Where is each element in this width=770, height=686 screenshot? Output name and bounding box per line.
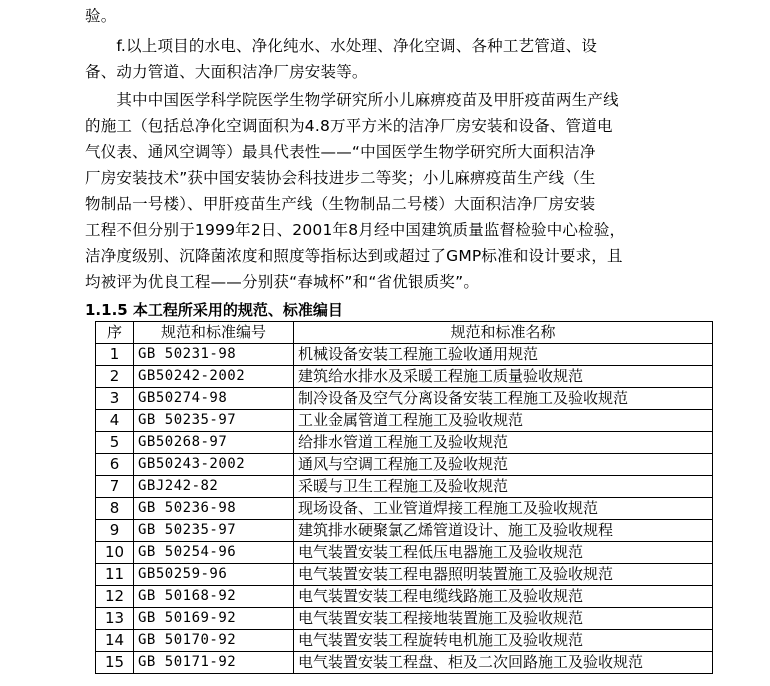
header-code: 规范和标准编号 [134,322,294,344]
row-code: GB50243-2002 [134,454,294,476]
paragraph-line: 备、动力管道、大面积洁净厂房安装等。 [85,63,368,81]
table-row [96,432,713,454]
table-row [96,564,713,586]
row-name: 机械设备安装工程施工验收通用规范 [294,344,713,366]
row-name: 建筑给水排水及采暖工程施工质量验收规范 [294,366,713,388]
row-code: GB 50169-92 [134,608,294,630]
row-code: GB 50254-96 [134,542,294,564]
table-row [96,652,713,674]
row-code: GB 50171-92 [134,652,294,674]
table-row [96,498,713,520]
table-row [96,586,713,608]
row-name: 电气装置安装工程接地装置施工及验收规范 [294,608,713,630]
header-name: 规范和标准名称 [294,322,713,344]
row-number: 14 [96,630,134,652]
row-number: 15 [96,652,134,674]
row-code: GB 50231-98 [134,344,294,366]
row-code: GB50268-97 [134,432,294,454]
table-row [96,476,713,498]
table-row [96,388,713,410]
table-row [96,608,713,630]
row-code: GB 50235-97 [134,520,294,542]
row-number: 9 [96,520,134,542]
row-name: 电气装置安装工程电缆线路施工及验收规范 [294,586,713,608]
row-code: GB50274-98 [134,388,294,410]
row-number: 12 [96,586,134,608]
paragraph-line: 其中中国医学科学院医学生物学研究所小儿麻痹疫苗及甲肝疫苗两生产线 [85,91,619,109]
row-number: 8 [96,498,134,520]
row-number: 6 [96,454,134,476]
row-name: 电气装置安装工程旋转电机施工及验收规范 [294,630,713,652]
paragraph-line: 工程不但分别于1999年2日、2001年8月经中国建筑质量监督检验中心检验， [85,221,626,239]
row-number: 11 [96,564,134,586]
row-name: 现场设备、工业管道焊接工程施工及验收规范 [294,498,713,520]
row-code: GB 50235-97 [134,410,294,432]
row-number: 5 [96,432,134,454]
paragraph-line: 物制品一号楼）、甲肝疫苗生产线（生物制品二号楼）大面积洁净厂房安装 [85,195,596,213]
row-name: 工业金属管道工程施工及验收规范 [294,410,713,432]
row-name: 电气装置安装工程电器照明装置施工及验收规范 [294,564,713,586]
row-name: 建筑排水硬聚氯乙烯管道设计、施工及验收规程 [294,520,713,542]
table-row [96,454,713,476]
row-number: 1 [96,344,134,366]
table-row [96,366,713,388]
section-heading: 1.1.5 本工程所采用的规范、标准编目 [85,301,343,319]
row-code: GBJ242-82 [134,476,294,498]
table-row [96,630,713,652]
row-code: GB 50236-98 [134,498,294,520]
row-name: 采暖与卫生工程施工及验收规范 [294,476,713,498]
paragraph-line: 的施工（包括总净化空调面积为4.8万平方米的洁净厂房安装和设备、管道电 [85,117,613,135]
row-number: 10 [96,542,134,564]
row-code: GB 50170-92 [134,630,294,652]
row-name: 通风与空调工程施工及验收规范 [294,454,713,476]
paragraph-line: 洁净度级别、沉降菌浓度和照度等指标达到或超过了GMP标准和设计要求，且 [85,247,623,265]
row-number: 2 [96,366,134,388]
table-row [96,520,713,542]
paragraph-line: f.以上项目的水电、净化纯水、水处理、净化空调、各种工艺管道、设 [85,37,598,55]
standards-table [95,321,713,674]
table-row [96,410,713,432]
row-number: 4 [96,410,134,432]
paragraph-line: 均被评为优良工程——分别获“春城杯”和“省优银质奖”。 [85,273,480,291]
row-number: 3 [96,388,134,410]
paragraph-line: 验。 [85,7,117,25]
header-number: 序 [96,322,134,344]
table-row [96,542,713,564]
row-name: 电气装置安装工程盘、柜及二次回路施工及验收规范 [294,652,713,674]
paragraph-line: 气仪表、通风空调等）最具代表性——“中国医学生物学研究所大面积洁净 [85,143,596,161]
row-number: 7 [96,476,134,498]
row-code: GB 50168-92 [134,586,294,608]
paragraph-line: 厂房安装技术”获中国安装协会科技进步二等奖；小儿麻痹疫苗生产线（生 [85,169,596,187]
row-code: GB50242-2002 [134,366,294,388]
row-name: 给排水管道工程施工及验收规范 [294,432,713,454]
table-row [96,344,713,366]
row-name: 制冷设备及空气分离设备安装工程施工及验收规范 [294,388,713,410]
row-code: GB50259-96 [134,564,294,586]
row-name: 电气装置安装工程低压电器施工及验收规范 [294,542,713,564]
row-number: 13 [96,608,134,630]
table-header-row [96,322,713,344]
